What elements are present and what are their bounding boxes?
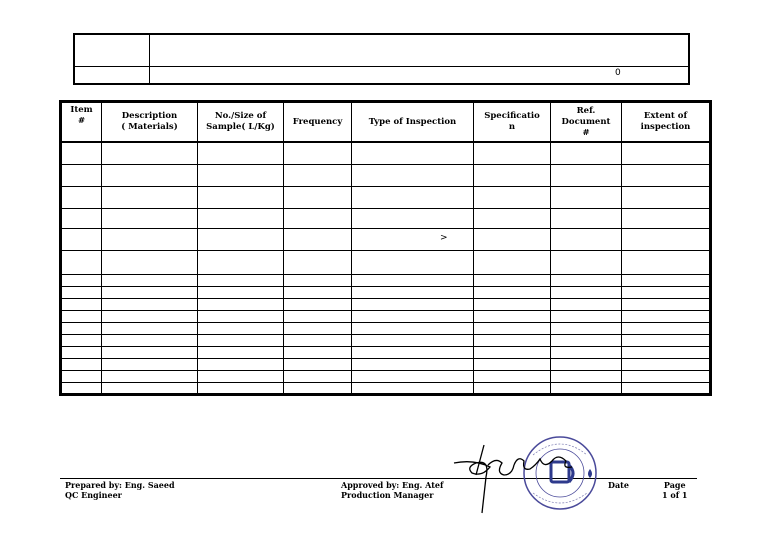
table-cell [622,310,711,322]
table-cell [61,298,102,310]
inspection-table [59,100,712,396]
table-cell [622,370,711,382]
table-cell [61,186,102,208]
table-row [61,186,711,208]
table-cell [198,228,284,250]
table-row [61,358,711,370]
table-cell [198,208,284,228]
table-cell [61,382,102,394]
table-cell [474,228,551,250]
page-value: 1 of 1 [662,490,688,500]
table-cell [284,310,352,322]
table-cell [284,250,352,274]
table-cell [352,322,474,334]
table-cell [622,286,711,298]
table-cell [474,310,551,322]
table-cell [474,208,551,228]
column-header: Ref. Document # [551,102,622,143]
table-row [61,142,711,164]
table-cell [551,346,622,358]
table-cell [284,298,352,310]
table-cell [352,208,474,228]
table-cell [61,250,102,274]
table-cell [61,208,102,228]
table-cell [102,274,198,286]
table-cell [284,322,352,334]
company-stamp-icon [524,437,596,509]
table-cell [61,358,102,370]
table-cell [551,286,622,298]
table-row [61,334,711,346]
table-row [61,298,711,310]
table-cell [474,322,551,334]
table-cell [61,322,102,334]
table-cell [198,382,284,394]
prepared-by-name: Prepared by: Eng. Saeed [65,480,175,490]
approved-by-name: Approved by: Eng. Atef [341,480,444,490]
table-cell [102,164,198,186]
table-cell [102,334,198,346]
table-row [61,382,711,394]
prepared-by-role: QC Engineer [65,490,122,500]
table-cell [61,274,102,286]
table-cell [284,346,352,358]
table-cell [622,164,711,186]
table-cell [622,382,711,394]
table-cell [551,250,622,274]
table-row [61,370,711,382]
table-cell [284,142,352,164]
table-cell [551,358,622,370]
column-header: No./Size of Sample( L/Kg) [198,102,284,143]
table-cell [622,322,711,334]
table-cell [102,142,198,164]
column-header: Type of Inspection [352,102,474,143]
table-cell [61,228,102,250]
table-cell [198,370,284,382]
table-cell [284,274,352,286]
table-cell [198,334,284,346]
table-cell [474,382,551,394]
date-label: Date [608,480,629,490]
table-cell [352,334,474,346]
table-cell [198,164,284,186]
table-cell [352,346,474,358]
table-cell [551,370,622,382]
table-cell [474,334,551,346]
table-cell [622,298,711,310]
table-cell [622,274,711,286]
table-cell [198,286,284,298]
table-cell [198,298,284,310]
table-cell [284,382,352,394]
table-cell [474,274,551,286]
header-divider-horizontal [75,66,688,67]
table-cell [551,164,622,186]
table-cell [622,186,711,208]
page-label: Page [663,480,686,490]
table-cell [622,142,711,164]
table-cell [352,142,474,164]
column-header: Extent of inspection [622,102,711,143]
column-header: Frequency [284,102,352,143]
table-cell [284,370,352,382]
table-cell [102,298,198,310]
table-cell [198,250,284,274]
table-row [61,310,711,322]
table-row [61,286,711,298]
table-cell [284,358,352,370]
table-cell [551,208,622,228]
table-cell [198,322,284,334]
table-cell [352,358,474,370]
table-cell [352,310,474,322]
header-value: 0 [615,68,621,78]
table-cell [474,298,551,310]
table-cell [622,346,711,358]
column-header: Description ( Materials) [102,102,198,143]
page-info [662,480,687,500]
table-cell [198,346,284,358]
table-cell [61,334,102,346]
table-cell [198,142,284,164]
table-cell [551,186,622,208]
table-cell [352,228,474,250]
table-cell [284,286,352,298]
table-cell [622,334,711,346]
table-cell [61,310,102,322]
table-cell [198,274,284,286]
table-cell [102,286,198,298]
table-cell [61,164,102,186]
table-row [61,250,711,274]
table-cell [352,382,474,394]
table-cell [102,382,198,394]
table-cell [622,250,711,274]
table-cell [474,250,551,274]
table-cell [551,310,622,322]
table-row [61,346,711,358]
table-cell [198,186,284,208]
table-cell [284,164,352,186]
table-cell [622,358,711,370]
table-cell [352,274,474,286]
document-header-box [73,33,690,85]
table-row [61,164,711,186]
table-cell [352,298,474,310]
table-cell [102,228,198,250]
table-row [61,228,711,250]
table-cell [474,164,551,186]
table-cell [352,286,474,298]
table-cell [551,322,622,334]
table-cell [284,228,352,250]
table-cell [198,358,284,370]
table-cell [474,186,551,208]
prepared-by [65,480,175,500]
table-cell [102,186,198,208]
table-cell [352,186,474,208]
table-cell [474,370,551,382]
table-cell [551,334,622,346]
table-cell [474,142,551,164]
table-cell [102,208,198,228]
table-cell [352,250,474,274]
approved-by-role: Production Manager [341,490,434,500]
column-header: Specificatio n [474,102,551,143]
table-cell [352,370,474,382]
table-cell [622,208,711,228]
table-cell [198,310,284,322]
table-header-row [61,102,711,143]
table-cell [474,358,551,370]
table-row [61,208,711,228]
table-cell [551,274,622,286]
cell-mark: > [440,232,448,243]
handwritten-signature-icon [454,445,572,513]
table-cell [102,250,198,274]
signature-stamp-image [448,435,608,520]
table-cell [622,228,711,250]
table-cell [551,382,622,394]
header-divider-vertical [149,35,150,83]
table-cell [284,334,352,346]
table-cell [102,310,198,322]
table-cell [284,186,352,208]
table-cell [102,322,198,334]
table-cell [284,208,352,228]
table-cell [474,286,551,298]
approved-by [341,480,443,500]
table-row [61,274,711,286]
table-cell [551,298,622,310]
table-cell [474,346,551,358]
table-cell [102,370,198,382]
table-cell [551,142,622,164]
table-cell [352,164,474,186]
column-header: Item # [61,102,102,143]
table-cell [61,286,102,298]
table-cell [551,228,622,250]
table-cell [61,142,102,164]
table-cell [61,346,102,358]
table-cell [102,346,198,358]
table-row [61,322,711,334]
table-cell [61,370,102,382]
table-cell [102,358,198,370]
